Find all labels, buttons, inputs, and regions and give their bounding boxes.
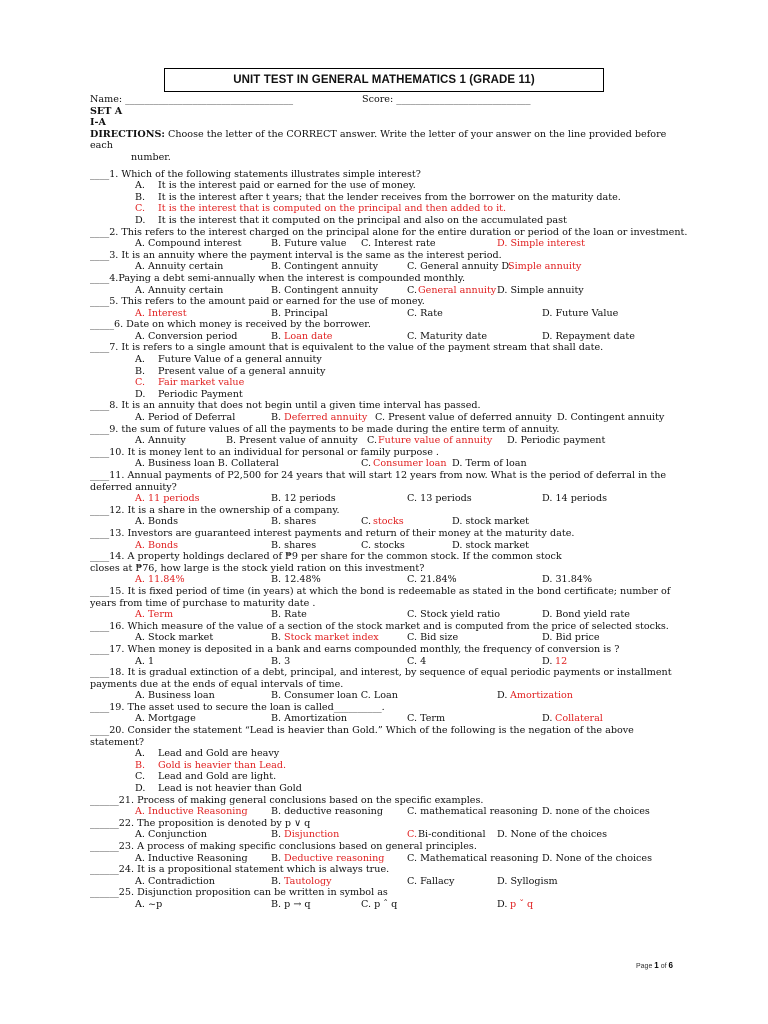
choice-option: C. Interest rate xyxy=(361,238,436,250)
choices-row xyxy=(90,876,690,888)
choice-option xyxy=(90,354,690,366)
question-24 xyxy=(90,864,690,887)
choices-row xyxy=(90,690,690,702)
choice-option: D. none of the choices xyxy=(542,806,650,818)
choice-option: A. Inductive Reasoning xyxy=(135,852,248,864)
choice-option: D. 31.84% xyxy=(542,574,593,586)
choice-option: D. None of the choices xyxy=(542,852,653,864)
question-text: ____13. Investors are guaranteed interest payments and return of their money at the maturity date. xyxy=(90,527,575,539)
choice-option: stocks xyxy=(373,516,404,528)
choice-option: C. xyxy=(361,458,372,470)
choice-option: D. Term of loan xyxy=(452,458,527,470)
choices-row xyxy=(90,540,690,552)
choice-option: B. xyxy=(271,412,282,424)
directions xyxy=(90,129,690,164)
choice-option: B. 12 periods xyxy=(271,493,336,505)
choice-option: D. None of the choices xyxy=(497,829,608,841)
choice-option: D. Simple annuity xyxy=(497,284,584,296)
directions-text: Choose the letter of the CORRECT answer. Write the letter of your answer on the line provided before each xyxy=(90,128,667,152)
choice-option xyxy=(90,180,690,192)
choice-text: Future Value of a general annuity xyxy=(158,354,322,366)
question-7 xyxy=(90,342,690,400)
choices-row xyxy=(90,574,690,586)
choice-option: A. Business loan xyxy=(135,690,215,702)
footer-of: of xyxy=(658,963,669,970)
choice-text: It is the interest after t years; that the lender receives from the borrower on the maturity date. xyxy=(158,191,621,203)
choice-option: B. shares xyxy=(271,539,317,551)
choice-option: B. p → q xyxy=(271,898,311,910)
choice-option: C. xyxy=(407,284,418,296)
choice-option: B. deductive reasoning xyxy=(271,806,383,818)
choice-option: B. 3 xyxy=(271,655,291,667)
choice-text: Gold is heavier than Lead. xyxy=(158,759,287,771)
choice-option: B. Principal xyxy=(271,307,328,319)
choice-option: C. General annuity D. xyxy=(407,261,512,273)
choice-option: Stock market index xyxy=(284,632,379,644)
question-3 xyxy=(90,250,690,273)
choice-option: B. shares xyxy=(271,516,317,528)
choice-option: C. xyxy=(361,516,372,528)
choice-option: B. xyxy=(271,632,282,644)
choice-option: p ˇ q xyxy=(510,898,534,910)
choice-option: Future value of annuity xyxy=(378,435,493,447)
choice-option: D. stock market xyxy=(452,516,529,528)
choices-row xyxy=(90,516,690,528)
question-12 xyxy=(90,505,690,528)
choice-option: General annuity xyxy=(418,284,497,296)
choice-option: C. xyxy=(407,829,418,841)
choice-option: A. Compound interest xyxy=(135,238,242,250)
question-text: ______22. The proposition is denoted by p ∨ q xyxy=(90,817,311,829)
choice-option: B. xyxy=(271,875,282,887)
choice-option: Collateral xyxy=(555,713,603,725)
choice-option: D. Contingent annuity xyxy=(557,412,665,424)
choice-option: D. Syllogism xyxy=(497,875,558,887)
choice-option: A. ~p xyxy=(135,898,163,910)
question-19 xyxy=(90,702,690,725)
choice-option: C. Term xyxy=(407,713,446,725)
question-20 xyxy=(90,725,690,795)
choice-option xyxy=(90,192,690,204)
choice-option: B. Consumer loan C. Loan xyxy=(271,690,398,702)
choice-option xyxy=(90,748,690,760)
choices-row xyxy=(90,261,690,273)
question-text: ____4.Paying a debt semi-annually when the interest is compounded monthly. xyxy=(90,272,466,284)
choice-option: D. xyxy=(497,690,508,702)
choice-option: C. Maturity date xyxy=(407,330,488,342)
choice-option: D. Bid price xyxy=(542,632,600,644)
choice-option xyxy=(90,783,690,795)
choice-option xyxy=(90,760,690,772)
choice-option: A. Annuity certain xyxy=(135,284,224,296)
choice-option: B. Future value xyxy=(271,238,347,250)
choice-option: B. Amortization xyxy=(271,713,348,725)
choices-row xyxy=(90,331,690,343)
choice-option: C. Mathematical reasoning xyxy=(407,852,539,864)
choice-option: A. Period of Deferral xyxy=(135,412,236,424)
question-23 xyxy=(90,841,690,864)
choice-option: C. 21.84% xyxy=(407,574,457,586)
choice-option: D. stock market xyxy=(452,539,529,551)
choice-option: B. Present value of annuity xyxy=(226,435,358,447)
choice-option: A. Annuity xyxy=(135,435,186,447)
choice-option: Deferred annuity xyxy=(284,412,368,424)
choice-option: C. stocks xyxy=(361,539,405,551)
question-6 xyxy=(90,319,690,342)
question-10 xyxy=(90,447,690,470)
choice-option: B. xyxy=(271,330,282,342)
choice-option: Simple annuity xyxy=(508,261,582,273)
question-22 xyxy=(90,818,690,841)
choice-text: Lead is not heavier than Gold xyxy=(158,783,302,795)
choice-text: It is the interest that it computed on the principal and also on the accumulated past xyxy=(158,214,567,226)
choice-option: C. Fallacy xyxy=(407,875,455,887)
question-text-continued: deferred annuity? xyxy=(90,481,177,493)
choice-option: A. 11 periods xyxy=(135,493,200,505)
choices-row xyxy=(90,308,690,320)
question-text: ____3. It is an annuity where the payment interval is the same as the interest period. xyxy=(90,249,502,261)
choice-option: D. Future Value xyxy=(542,307,619,319)
choice-option: A. Conjunction xyxy=(135,829,207,841)
choice-option: A. Contradiction xyxy=(135,875,215,887)
choice-option: C. xyxy=(367,435,378,447)
choice-option: A. Business loan B. Collateral xyxy=(135,458,279,470)
choice-option: B. xyxy=(271,829,282,841)
choice-text: Lead and Gold are light. xyxy=(158,771,277,783)
test-title: UNIT TEST IN GENERAL MATHEMATICS 1 (GRADE 11) xyxy=(164,68,604,92)
choice-option: D. Simple interest xyxy=(497,238,585,250)
question-text: ______25. Disjunction proposition can be written in symbol as xyxy=(90,887,388,899)
choice-option: A. Bonds xyxy=(135,516,179,528)
choice-option: B. Contingent annuity xyxy=(271,284,379,296)
choice-option: D. Bond yield rate xyxy=(542,609,630,621)
choice-option: A. 11.84% xyxy=(135,574,185,586)
choice-option: 12 xyxy=(555,655,568,667)
choices-row xyxy=(90,899,690,911)
choice-option xyxy=(90,377,690,389)
directions-continued: number. xyxy=(131,151,171,163)
choice-option: Amortization xyxy=(510,690,573,702)
choice-text: It is the interest paid or earned for the use of money. xyxy=(158,180,416,192)
choice-option: A. Interest xyxy=(135,307,187,319)
choice-option: C. mathematical reasoning xyxy=(407,806,538,818)
choice-option: D. xyxy=(542,713,553,725)
footer-page: 1 xyxy=(654,961,659,970)
choice-option: A. Conversion period xyxy=(135,330,238,342)
question-15 xyxy=(90,586,690,621)
choice-letter: A. xyxy=(135,180,145,192)
footer-prefix: Page xyxy=(636,963,655,970)
question-13 xyxy=(90,528,690,551)
question-text: ____16. Which measure of the value of a section of the stock market and is computed from the price of selected stocks. xyxy=(90,620,669,632)
name-field: Name: ___________________________________ xyxy=(90,94,294,105)
choice-option: Disjunction xyxy=(284,829,340,841)
choice-option: C. 4 xyxy=(407,655,427,667)
question-1 xyxy=(90,169,690,227)
choice-letter: C. xyxy=(135,203,146,215)
choice-letter: D. xyxy=(135,214,146,226)
part-label: I-A xyxy=(90,117,106,129)
question-5 xyxy=(90,296,690,319)
choice-option: A. Stock market xyxy=(135,632,214,644)
directions-label: DIRECTIONS: xyxy=(90,128,165,140)
choice-text: Fair market value xyxy=(158,377,245,389)
question-text-continued: closes at ₱76, how large is the stock yield ration on this investment? xyxy=(90,562,425,574)
question-text: ______24. It is a propositional statement which is always true. xyxy=(90,864,390,876)
choice-letter: A. xyxy=(135,354,145,366)
question-text: ____7. It is refers to a single amount that is equivalent to the value of the payment stream that shall date. xyxy=(90,342,604,354)
choice-option: Bi-conditional xyxy=(418,829,486,841)
choices-row xyxy=(90,493,690,505)
question-text: ____15. It is fixed period of time (in years) at which the bond is redeemable as stated in the bond certificate; number of xyxy=(90,585,671,597)
question-text: ____10. It is money lent to an individual for personal or family purpose . xyxy=(90,446,439,458)
choices-row xyxy=(90,435,690,447)
choice-option: D. xyxy=(542,655,553,667)
question-text: ____18. It is gradual extinction of a debt, principal, and interest, by sequence of equal periodic payments or installment xyxy=(90,667,672,679)
choice-letter: C. xyxy=(135,377,146,389)
choice-text: It is the interest that is computed on the principal and then added to it. xyxy=(158,203,507,215)
footer-total: 6 xyxy=(668,961,673,970)
question-list xyxy=(90,169,690,911)
choice-option: Consumer loan xyxy=(373,458,447,470)
choice-option: C. Stock yield ratio xyxy=(407,609,500,621)
set-label: SET A xyxy=(90,105,123,117)
choice-option xyxy=(90,203,690,215)
choice-option xyxy=(90,366,690,378)
choice-option xyxy=(90,771,690,783)
choice-option: B. Contingent annuity xyxy=(271,261,379,273)
question-text-continued: payments due at the ends of equal intervals of time. xyxy=(90,678,344,690)
choice-option: A. 1 xyxy=(135,655,155,667)
choice-option: D. xyxy=(497,898,508,910)
choice-letter: B. xyxy=(135,191,146,203)
choice-option: D. 14 periods xyxy=(542,493,608,505)
choices-row xyxy=(90,609,690,621)
question-text: ____19. The asset used to secure the loan is called__________. xyxy=(90,701,385,713)
choice-option: A. Annuity certain xyxy=(135,261,224,273)
choice-letter: D. xyxy=(135,783,146,795)
test-content xyxy=(90,94,690,911)
choice-option xyxy=(90,215,690,227)
name-score-row xyxy=(90,94,690,106)
question-text: ____14. A property holdings declared of ₱9 per share for the common stock. If the common stock xyxy=(90,551,562,563)
score-field: Score: ____________________________ xyxy=(362,94,531,105)
question-text: ____9. the sum of future values of all the payments to be made during the entire term of annuity. xyxy=(90,423,560,435)
choice-letter: D. xyxy=(135,388,146,400)
question-text: ____11. Annual payments of P2,500 for 24 years that will start 12 years from now. What is the period of deferral in the xyxy=(90,470,667,481)
choices-row xyxy=(90,458,690,470)
question-text: ______23. A process of making specific conclusions based on general principles. xyxy=(90,841,477,852)
choice-text: Periodic Payment xyxy=(158,388,243,400)
choices-row xyxy=(90,238,690,250)
choice-option: C. Rate xyxy=(407,307,443,319)
choices-row xyxy=(90,829,690,841)
question-21 xyxy=(90,795,690,818)
question-text: ____17. When money is deposited in a bank and earns compounded monthly, the frequency of conversion is ? xyxy=(90,643,620,655)
choices-row xyxy=(90,853,690,865)
choice-option: B. Rate xyxy=(271,609,307,621)
question-text: ______21. Process of making general conclusions based on the specific examples. xyxy=(90,794,484,806)
choice-letter: A. xyxy=(135,748,145,760)
question-11 xyxy=(90,470,690,505)
choice-letter: C. xyxy=(135,771,146,783)
question-2 xyxy=(90,227,690,250)
question-16 xyxy=(90,621,690,644)
choice-option: C. Bid size xyxy=(407,632,459,644)
question-14 xyxy=(90,551,690,586)
choice-option: B. xyxy=(271,852,282,864)
choice-option: C. Present value of deferred annuity xyxy=(375,412,552,424)
choices-row xyxy=(90,632,690,644)
choice-option: A. Term xyxy=(135,609,174,621)
question-text-continued: years from time of purchase to maturity date . xyxy=(90,597,316,609)
choice-option: Loan date xyxy=(284,330,333,342)
question-text: ____2. This refers to the interest charged on the principal alone for the entire duration or period of the loan or investment. xyxy=(90,226,688,238)
question-25 xyxy=(90,887,690,910)
question-18 xyxy=(90,667,690,702)
choices-row xyxy=(90,412,690,424)
choices-row xyxy=(90,285,690,297)
choice-option: B. 12.48% xyxy=(271,574,321,586)
question-4 xyxy=(90,273,690,296)
choice-option: D. Periodic payment xyxy=(507,435,606,447)
question-text: ____12. It is a share in the ownership of a company. xyxy=(90,504,340,516)
question-text: ____1. Which of the following statements illustrates simple interest? xyxy=(90,168,421,180)
choice-option: Tautology xyxy=(284,875,332,887)
question-17 xyxy=(90,644,690,667)
choice-option xyxy=(90,389,690,401)
choice-option: A. Inductive Reasoning xyxy=(135,806,248,818)
choice-text: Lead and Gold are heavy xyxy=(158,748,280,760)
question-text: ____20. Consider the statement “Lead is heavier than Gold.” Which of the following is the negation of the above statement? xyxy=(90,725,634,748)
choice-option: C. 13 periods xyxy=(407,493,472,505)
page-footer xyxy=(636,960,673,973)
choices-row xyxy=(90,713,690,725)
choice-letter: B. xyxy=(135,365,146,377)
question-9 xyxy=(90,424,690,447)
choice-option: A. Mortgage xyxy=(135,713,196,725)
question-8 xyxy=(90,400,690,423)
choice-option: D. Repayment date xyxy=(542,330,635,342)
question-text: ____5. This refers to the amount paid or earned for the use of money. xyxy=(90,296,425,308)
choices-row xyxy=(90,656,690,668)
choice-option: C. p ˆ q xyxy=(361,898,398,910)
choice-letter: B. xyxy=(135,759,146,771)
choice-text: Present value of a general annuity xyxy=(158,365,326,377)
question-text: ____8. It is an annuity that does not begin until a given time interval has passed. xyxy=(90,400,481,412)
choice-option: Deductive reasoning xyxy=(284,852,385,864)
choice-option: A. Bonds xyxy=(135,539,179,551)
choices-row xyxy=(90,806,690,818)
question-text: _____6. Date on which money is received by the borrower. xyxy=(90,319,371,331)
